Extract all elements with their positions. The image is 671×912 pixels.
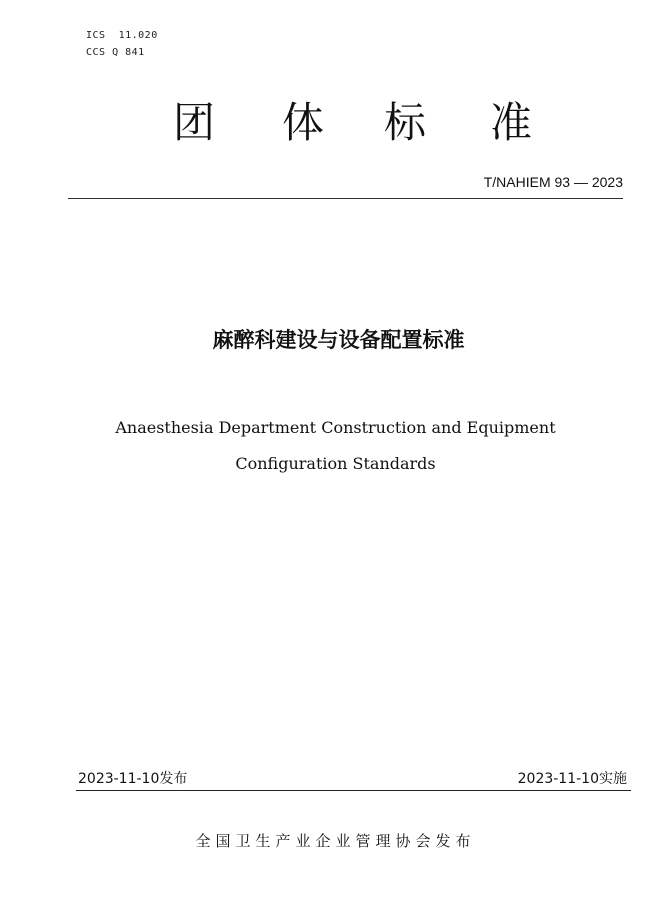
standard-number: T/NAHIEM 93 — 2023 <box>483 174 623 190</box>
english-title-line-2: Configuration Standards <box>235 454 436 473</box>
document-type-char-1: 团 <box>173 98 216 147</box>
classification-codes <box>86 27 158 61</box>
english-title-line-1: Anaesthesia Department Construction and Equipment <box>115 418 556 437</box>
document-type-char-2: 体 <box>282 98 325 147</box>
document-type-char-3: 标 <box>384 98 427 147</box>
document-type-heading <box>0 95 671 151</box>
document-type-char-4: 准 <box>490 98 533 147</box>
header-divider <box>68 198 623 199</box>
ics-code: ICS 11.020 <box>86 30 158 41</box>
ccs-code: CCS Q 841 <box>86 47 145 58</box>
release-date: 2023-11-10发布 <box>78 771 188 787</box>
implementation-date: 2023-11-10实施 <box>517 771 627 787</box>
footer-divider <box>76 790 631 791</box>
chinese-title: 麻醉科建设与设备配置标准 <box>212 328 465 352</box>
publisher: 全国卫生产业企业管理协会发布 <box>195 832 476 850</box>
